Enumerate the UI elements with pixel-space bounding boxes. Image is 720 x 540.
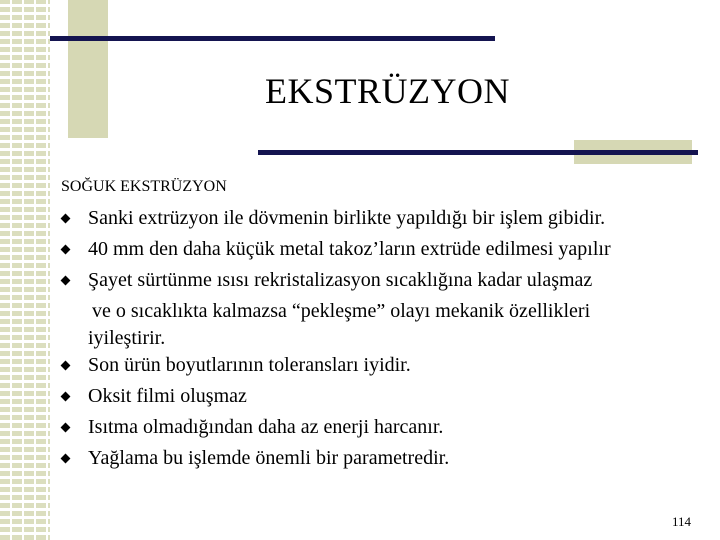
list-item xyxy=(60,203,710,234)
title-rule-top xyxy=(50,36,495,41)
decorative-block-top xyxy=(68,0,108,138)
diamond-bullet-icon xyxy=(61,361,71,371)
list-item-text: Şayet sürtünme ısısı rekristalizasyon sıcaklığına kadar ulaşmaz xyxy=(88,269,593,291)
list-item-text: Sanki extrüzyon ile dövmenin birlikte yapıldığı bir işlem gibidir. xyxy=(88,207,606,229)
page-number: 114 xyxy=(672,514,692,529)
diamond-bullet-icon xyxy=(61,245,71,255)
slide-subtitle: SOĞUK EKSTRÜZYON xyxy=(61,178,227,195)
side-strip-columns xyxy=(0,0,50,540)
list-item-continuation: iyileştirir. xyxy=(88,327,166,349)
list-item xyxy=(60,265,710,350)
list-item xyxy=(60,234,710,265)
list-item xyxy=(60,350,710,381)
bullet-list xyxy=(60,203,710,474)
list-item xyxy=(60,443,710,474)
list-item xyxy=(60,412,710,443)
diamond-bullet-icon xyxy=(61,276,71,286)
decorative-side-strip xyxy=(0,0,50,540)
diamond-bullet-icon xyxy=(61,454,71,464)
list-item xyxy=(60,381,710,412)
list-item-text: 40 mm den daha küçük metal takoz’ların extrüde edilmesi yapılır xyxy=(88,238,611,260)
list-item-continuation: ve o sıcaklıkta kalmazsa “pekleşme” olayı mekanik özellikleri xyxy=(92,300,591,322)
slide-title: EKSTRÜZYON xyxy=(265,71,510,111)
diamond-bullet-icon xyxy=(61,214,71,224)
list-item-text: Oksit filmi oluşmaz xyxy=(88,385,247,407)
title-rule-bottom xyxy=(258,150,698,155)
diamond-bullet-icon xyxy=(61,392,71,402)
list-item-text: Son ürün boyutlarının toleransları iyidir. xyxy=(88,354,411,376)
list-item-text: Yağlama bu işlemde önemli bir parametredir. xyxy=(88,447,450,469)
list-item-text: Isıtma olmadığından daha az enerji harcanır. xyxy=(88,416,444,438)
diamond-bullet-icon xyxy=(61,423,71,433)
